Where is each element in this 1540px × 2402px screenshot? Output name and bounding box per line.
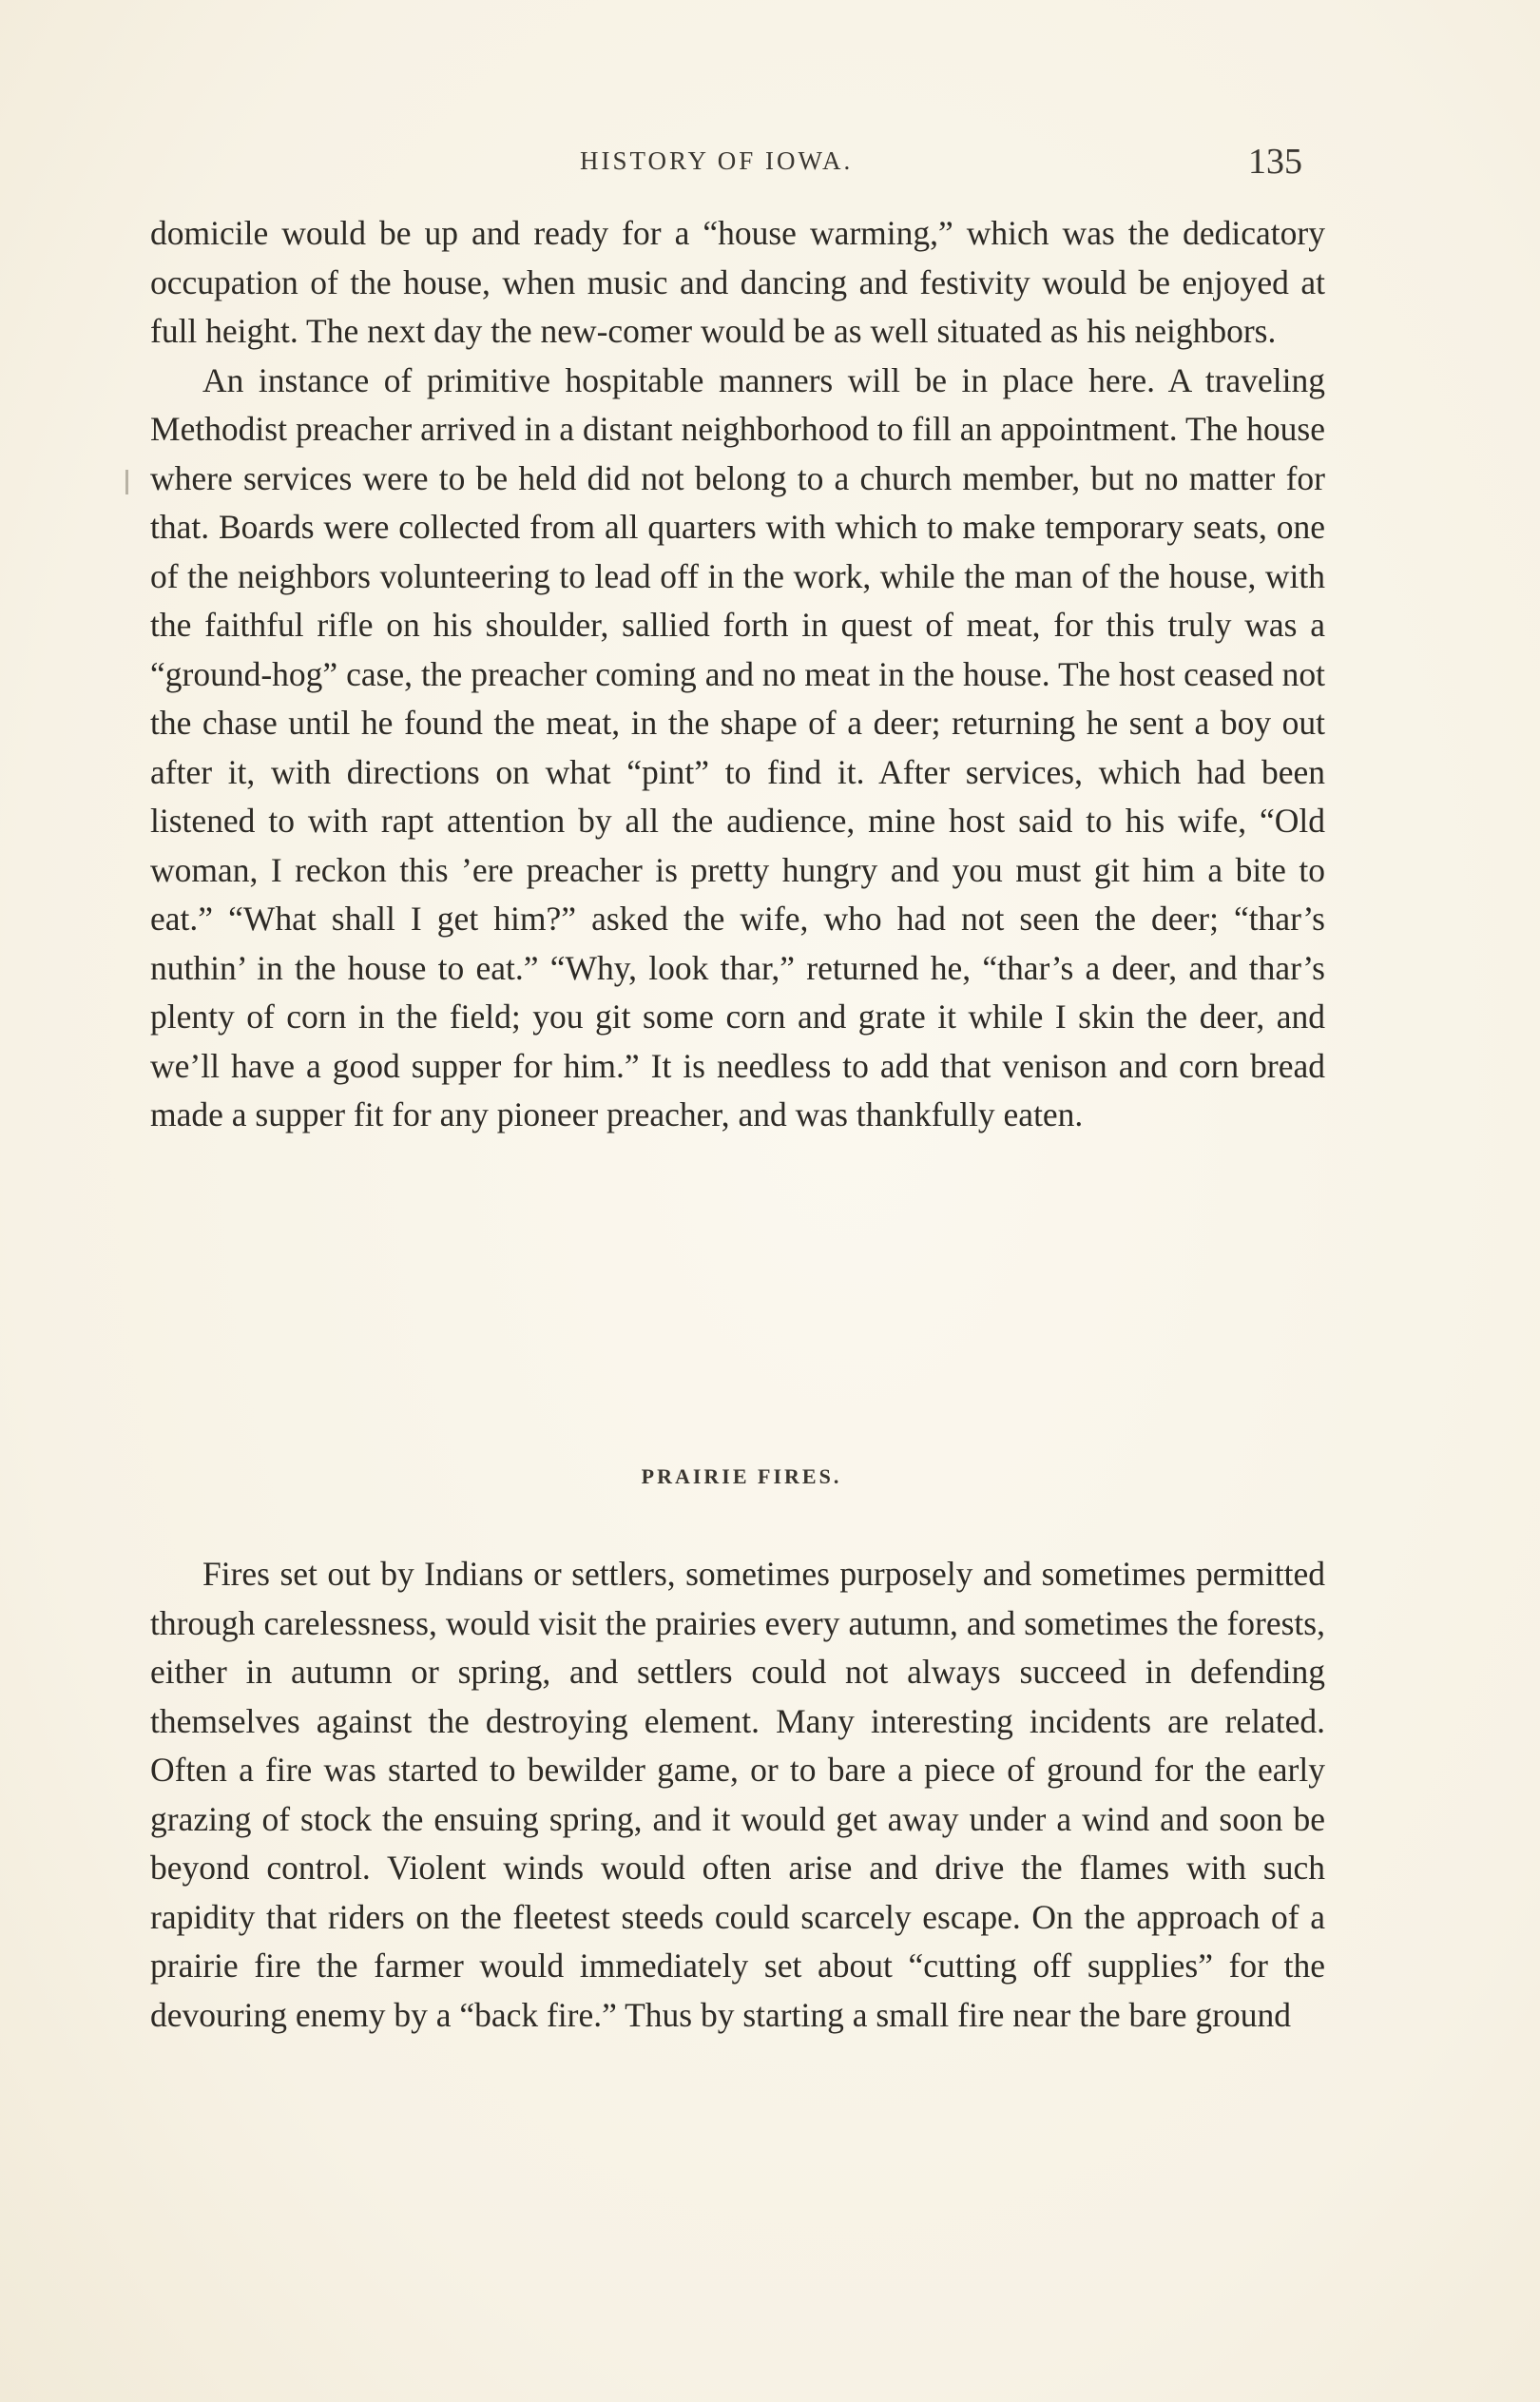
paragraph-hospitality: An instance of primitive hospitable manners will be in place here. A traveling Methodist preacher arrived in a distant neighborhood to fill an appointment. The house where services were to be held did not belong to a church member, but no matter for that. Boards were collected from all quarters with which to make temporary seats, one of the neighbors volunteering to lead off in the work, while the man of the house, with the faithful rifle on his shoulder, sallied forth in quest of meat, for this truly was a “ground-hog” case, the preacher coming and no meat in the house. The host ceased not the chase until he found the meat, in the shape of a deer; returning he sent a boy out after it, with directions on what “pint” to find it. After services, which had been listened to with rapt attention by all the audience, mine host said to his wife, “Old woman, I reckon this ’ere preacher is pretty hungry and you must git him a bite to eat.” “What shall I get him?” asked the wife, who had not seen the deer; “thar’s nuthin’ in the house to eat.” “Why, look thar,” returned he, “thar’s a deer, and thar’s plenty of corn in the field; you git some corn and grate it while I skin the deer, and we’ll have a good supper for him.” It is needless to add that venison and corn bread made a supper fit for any pioneer preacher, and was thankfully eaten.: [150, 360, 1325, 1133]
paragraph-continued: domicile would be up and ready for a “house warming,” which was the dedicatory occupation of the house, when music and dancing and festivity would be enjoyed at full height. The next day the new-comer would be as well situated as his neighbors.: [150, 214, 1325, 350]
page-header: [152, 141, 1331, 188]
body-text: [150, 209, 1325, 1140]
paragraph-prairie-fires: Fires set out by Indians or settlers, sometimes purposely and sometimes permitted through carelessness, would visit the prairies every autumn, and sometimes the forests, either in autumn or spring, and settlers could not always succeed in defending themselves against the destroying element. Many interesting incidents are related. Often a fire was started to bewilder game, or to bare a piece of ground for the early grazing of stock the ensuing spring, and it would get away under a wind and soon be beyond control. Violent winds would often arise and drive the flames with such rapidity that riders on the fleetest steeds could scarcely escape. On the approach of a prairie fire the farmer would immediately set about “cutting off supplies” for the devouring enemy by a “back fire.” Thus by starting a small fire near the bare ground: [150, 1555, 1325, 2034]
margin-mark: [125, 470, 128, 494]
page-number: 135: [1248, 142, 1302, 182]
section-body: [150, 1550, 1325, 2040]
section-heading: PRAIRIE FIRES.: [641, 1464, 842, 1488]
running-head: HISTORY OF IOWA.: [580, 146, 854, 175]
